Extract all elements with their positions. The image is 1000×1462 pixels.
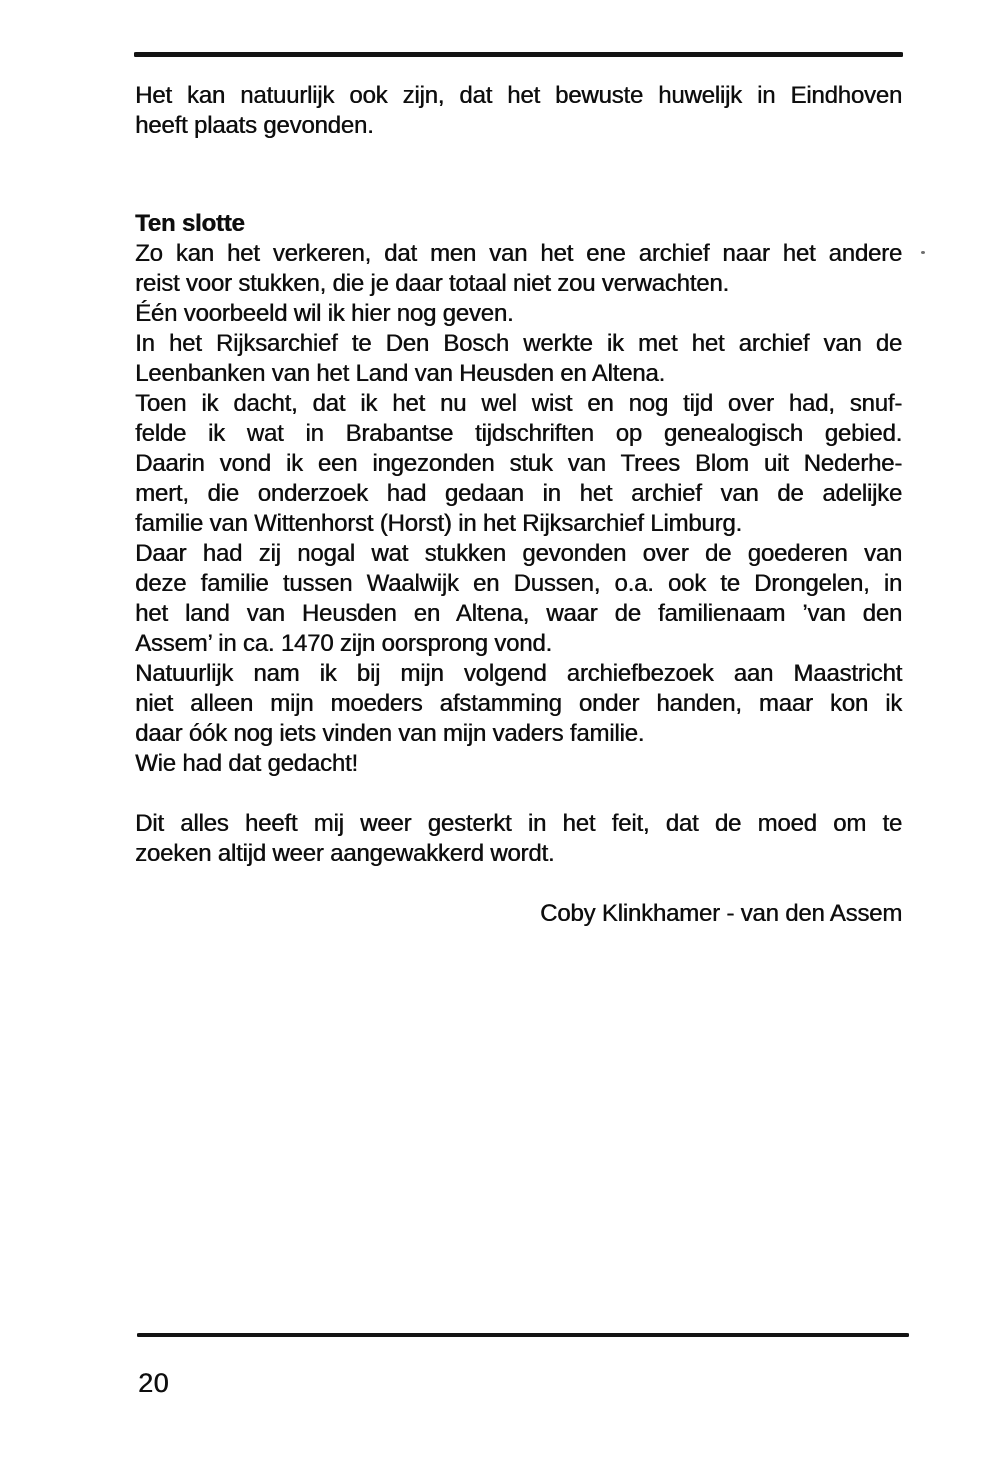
top-horizontal-rule <box>134 52 903 57</box>
paragraph-trees-blom <box>135 449 902 539</box>
text-line: mert, die onderzoek had gedaan in het archief van de adelijke <box>135 480 902 507</box>
text-line: deze familie tussen Waalwijk en Dussen, o.a. ook te Drongelen, in <box>135 570 902 597</box>
text-line: Daar had zij nogal wat stukken gevonden over de goederen van <box>135 540 902 567</box>
spacer <box>135 141 902 209</box>
text-line: niet alleen mijn moeders afstamming onder handen, maar kon ik <box>135 690 902 717</box>
text-line: In het Rijksarchief te Den Bosch werkte ik met het archief van de <box>135 330 902 357</box>
paragraph-goederen <box>135 539 902 659</box>
text-block-container <box>135 81 902 929</box>
paragraph-voorbeeld <box>135 299 902 329</box>
text-line: reist voor stukken, die je daar totaal niet zou verwachten. <box>135 270 729 297</box>
section-heading <box>135 209 902 239</box>
text-line: Assem’ in ca. 1470 zijn oorsprong vond. <box>135 630 552 657</box>
text-line: Natuurlijk nam ik bij mijn volgend archiefbezoek aan Maastricht <box>135 660 902 687</box>
paragraph-tijdschriften <box>135 389 902 449</box>
bottom-horizontal-rule <box>137 1333 909 1337</box>
text-line: Dit alles heeft mij weer gesterkt in het feit, dat de moed om te <box>135 810 902 837</box>
text-line: daar óók nog iets vinden van mijn vaders familie. <box>135 720 645 747</box>
text-line: Leenbanken van het Land van Heusden en Altena. <box>135 360 665 387</box>
text-line: familie van Wittenhorst (Horst) in het Rijksarchief Limburg. <box>135 510 742 537</box>
text-line: Één voorbeeld wil ik hier nog geven. <box>135 300 514 327</box>
text-line: heeft plaats gevonden. <box>135 112 374 139</box>
scan-speck <box>921 251 925 254</box>
text-line: Toen ik dacht, dat ik het nu wel wist en nog tijd over had, snuf- <box>135 390 902 417</box>
text-line: Zo kan het verkeren, dat men van het ene archief naar het andere <box>135 240 902 267</box>
text-line: Het kan natuurlijk ook zijn, dat het bewuste huwelijk in Eindhoven <box>135 82 902 109</box>
text-line: felde ik wat in Brabantse tijdschriften op genealogisch gebied. <box>135 420 902 447</box>
text-line: Wie had dat gedacht! <box>135 750 358 777</box>
text-line: Coby Klinkhamer - van den Assem <box>540 900 902 927</box>
spacer <box>135 779 902 809</box>
paragraph-verkeren <box>135 239 902 299</box>
paragraph-rijksarchief <box>135 329 902 389</box>
intro-paragraph <box>135 81 902 141</box>
closing-paragraph <box>135 809 902 869</box>
text-line: zoeken altijd weer aangewakkerd wordt. <box>135 840 555 867</box>
spacer <box>135 869 902 899</box>
page-number: 20 <box>138 1368 170 1398</box>
paragraph-maastricht <box>135 659 902 749</box>
text-line: Daarin vond ik een ingezonden stuk van Trees Blom uit Nederhe- <box>135 450 902 477</box>
author-signature <box>135 899 902 929</box>
text-line: het land van Heusden en Altena, waar de familienaam ’van den <box>135 600 902 627</box>
paragraph-gedacht <box>135 749 902 779</box>
text-line: Ten slotte <box>135 210 245 237</box>
